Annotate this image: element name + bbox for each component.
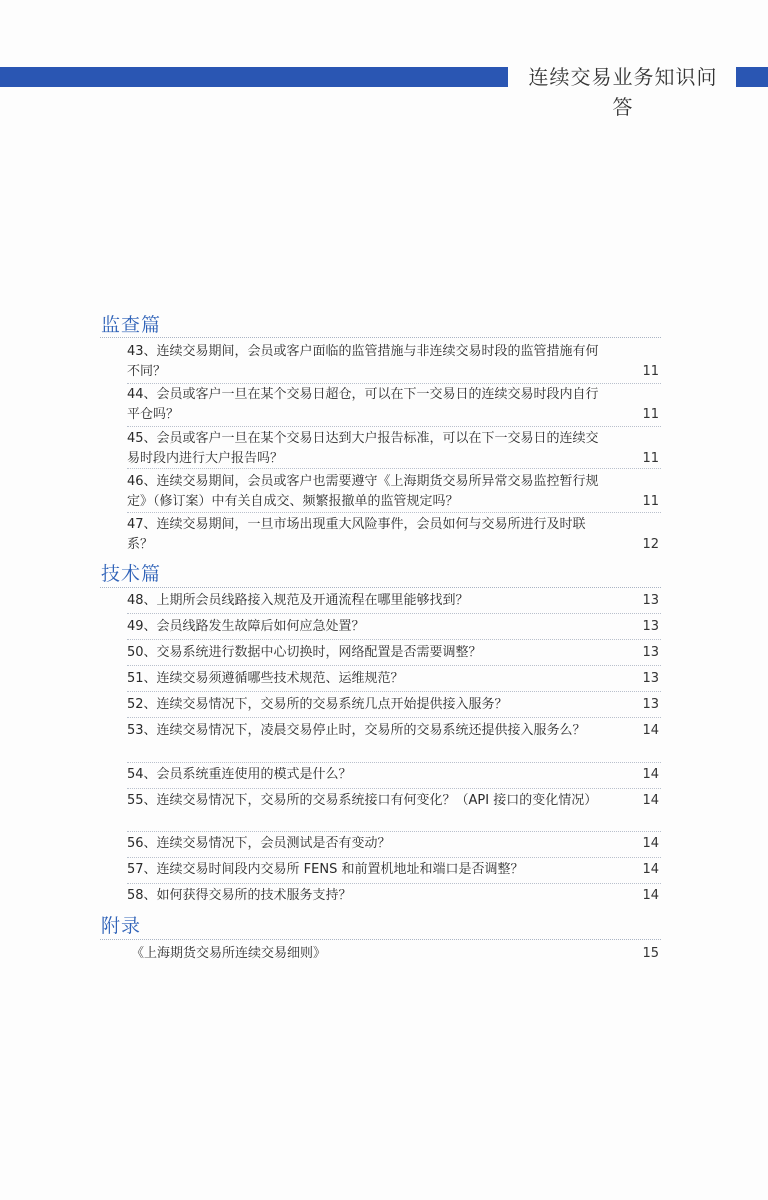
entry-divider	[127, 426, 661, 427]
toc-entry[interactable]	[127, 472, 661, 512]
toc-entry[interactable]	[127, 591, 661, 611]
entry-divider	[127, 831, 661, 832]
toc-entry-text: 48、上期所会员线路接入规范及开通流程在哪里能够找到？	[127, 593, 469, 608]
toc-entry[interactable]	[127, 721, 661, 741]
section-title-supervision: 监查篇	[101, 314, 162, 336]
toc-entry-page: 14	[642, 723, 659, 738]
toc-entry-page: 14	[642, 767, 659, 782]
header-accent-bar-left	[0, 67, 508, 87]
entry-divider	[127, 468, 661, 469]
toc-entry-page: 11	[642, 364, 659, 379]
toc-entry[interactable]	[127, 765, 661, 785]
entry-divider	[127, 613, 661, 614]
toc-entry[interactable]	[127, 886, 661, 906]
toc-entry-text: 54、会员系统重连使用的模式是什么？	[127, 767, 352, 782]
header-accent-bar-right	[736, 67, 768, 87]
toc-entry-page: 14	[642, 793, 659, 808]
section-title-technology: 技术篇	[101, 563, 162, 585]
toc-entry[interactable]	[127, 834, 661, 854]
entry-divider	[127, 691, 661, 692]
toc-entry-page: 14	[642, 888, 659, 903]
toc-entry[interactable]	[127, 791, 661, 811]
toc-entry-page: 13	[642, 593, 659, 608]
section-title-appendix: 附录	[101, 915, 142, 937]
section-divider	[100, 587, 661, 588]
entry-divider	[127, 512, 661, 513]
toc-entry[interactable]	[127, 342, 661, 382]
toc-entry-text: 51、连续交易须遵循哪些技术规范、运维规范？	[127, 671, 404, 686]
toc-entry[interactable]	[127, 695, 661, 715]
toc-entry-text: 43、连续交易期间，会员或客户面临的监管措施与非连续交易时段的监管措施有何不同？	[127, 344, 599, 379]
toc-entry[interactable]	[127, 860, 661, 880]
toc-entry-text: 45、会员或客户一旦在某个交易日达到大户报告标准，可以在下一交易日的连续交易时段内进行大户报告吗？	[127, 431, 599, 466]
entry-divider	[127, 857, 661, 858]
entry-divider	[127, 762, 661, 763]
running-header-title: 连续交易业务知识问答	[528, 65, 718, 119]
toc-entry-text: 55、连续交易情况下，交易所的交易系统接口有何变化？（API 接口的变化情况）	[127, 793, 598, 808]
toc-entry-page: 13	[642, 671, 659, 686]
toc-entry-text: 44、会员或客户一旦在某个交易日超仓，可以在下一交易日的连续交易时段内自行平仓吗？	[127, 387, 599, 422]
toc-entry[interactable]	[127, 643, 661, 663]
section-divider	[100, 337, 661, 338]
toc-entry-text: 57、连续交易时间段内交易所 FENS 和前置机地址和端口是否调整？	[127, 862, 524, 877]
toc-entry-page: 11	[642, 407, 659, 422]
toc-entry-page: 11	[642, 451, 659, 466]
entry-divider	[127, 383, 661, 384]
toc-entry-text: 《上海期货交易所连续交易细则》	[131, 946, 327, 961]
toc-entry-page: 13	[642, 619, 659, 634]
toc-entry-text: 47、连续交易期间，一旦市场出现重大风险事件，会员如何与交易所进行及时联系？	[127, 517, 586, 552]
entry-divider	[127, 883, 661, 884]
toc-entry[interactable]	[127, 669, 661, 689]
toc-entry-text: 56、连续交易情况下，会员测试是否有变动？	[127, 836, 391, 851]
toc-entry-page: 14	[642, 836, 659, 851]
toc-entry[interactable]	[131, 944, 665, 964]
toc-entry-page: 11	[642, 494, 659, 509]
toc-entry[interactable]	[127, 385, 661, 425]
toc-entry-text: 50、交易系统进行数据中心切换时，网络配置是否需要调整？	[127, 645, 482, 660]
toc-entry-page: 14	[642, 862, 659, 877]
toc-entry[interactable]	[127, 617, 661, 637]
toc-entry-page: 12	[642, 537, 659, 552]
toc-entry-page: 15	[642, 946, 659, 961]
section-divider	[100, 939, 661, 940]
toc-entry-text: 49、会员线路发生故障后如何应急处置？	[127, 619, 365, 634]
entry-divider	[127, 639, 661, 640]
toc-entry-text: 58、如何获得交易所的技术服务支持？	[127, 888, 352, 903]
entry-divider	[127, 665, 661, 666]
toc-entry[interactable]	[127, 515, 661, 555]
toc-entry-text: 46、连续交易期间，会员或客户也需要遵守《上海期货交易所异常交易监控暂行规定》（修订案）中有关自成交、频繁报撤单的监管规定吗？	[127, 474, 599, 509]
entry-divider	[127, 717, 661, 718]
toc-entry-page: 13	[642, 645, 659, 660]
toc-entry-text: 53、连续交易情况下，凌晨交易停止时，交易所的交易系统还提供接入服务么？	[127, 723, 586, 738]
toc-entry[interactable]	[127, 429, 661, 469]
toc-entry-text: 52、连续交易情况下，交易所的交易系统几点开始提供接入服务？	[127, 697, 508, 712]
entry-divider	[127, 788, 661, 789]
toc-entry-page: 13	[642, 697, 659, 712]
